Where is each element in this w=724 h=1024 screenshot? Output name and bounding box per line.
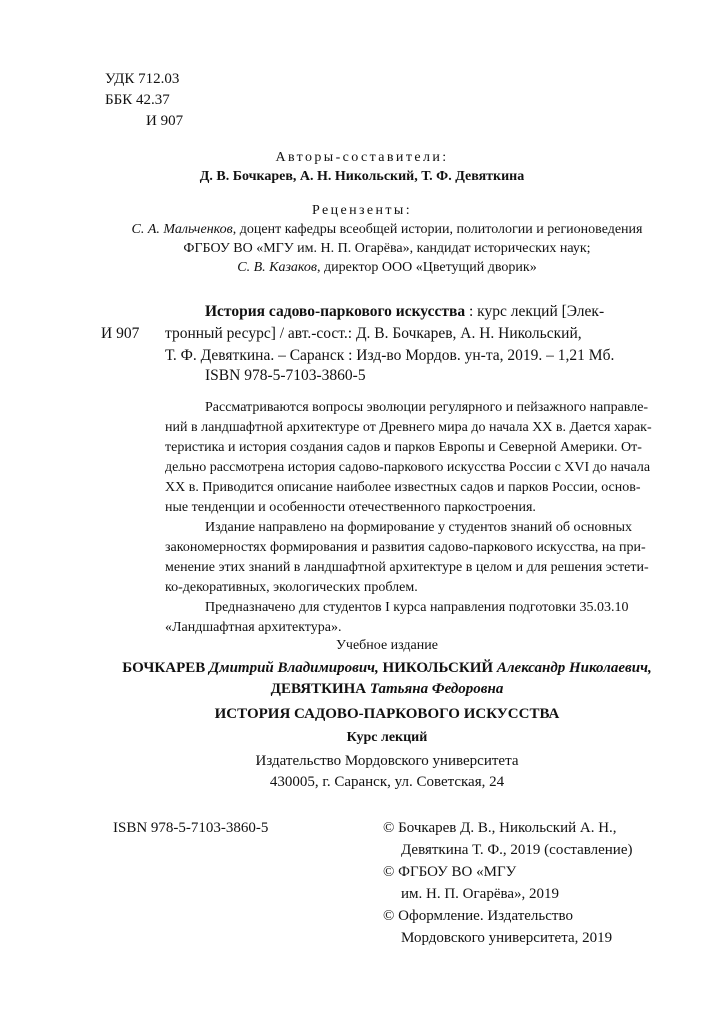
reviewer-1 [0,220,724,240]
udk-line: УДК 712.03 [105,71,180,87]
author-given-names: Татьяна Федоровна [366,681,504,697]
footer-isbn: ISBN 978-5-7103-3860-5 [113,820,269,836]
copyright-authors-line-1: © Бочкарев Д. В., Никольский А. Н., [383,820,617,836]
edition-subtitle: Курс лекций [346,730,428,745]
abstract-line: ний в ландшафтной архитектуре от Древнего мира до начала XX в. Дается харак- [165,420,652,435]
publisher-name: Издательство Мордовского университета [255,753,519,769]
catalog-line-2: тронный ресурс] / авт.-сост.: Д. В. Бочкарев, А. Н. Никольский, [165,325,582,342]
author-surname: НИКОЛЬСКИЙ [382,660,494,676]
authors-names: Д. В. Бочкарев, А. Н. Никольский, Т. Ф. Девяткина [199,169,525,184]
abstract-line: Издание направлено на формирование у студентов знаний об основных [205,520,633,535]
author-surname: БОЧКАРЕВ [122,660,206,676]
abstract-line: «Ландшафтная архитектура». [165,620,342,635]
reviewer-2-name: С. В. Казаков [237,260,318,275]
abstract-line: дельно рассмотрена история садово-паркового искусства России с XVI до начала [165,460,651,475]
publisher-address: 430005, г. Саранск, ул. Советская, 24 [269,774,505,790]
reviewer-2 [0,258,724,278]
catalog-line-1 [205,302,604,322]
reviewer-2-text: , директор ООО «Цветущий дворик» [317,260,537,275]
abstract-line: менение этих знаний в ландшафтной архитектуре в целом и для решения эстети- [165,560,649,575]
author-given-names: Александр Николаевич, [493,660,652,676]
catalog-line-3: Т. Ф. Девяткина. – Саранск : Изд-во Мордов. ун-та, 2019. – 1,21 Мб. [165,347,615,364]
edition-title: ИСТОРИЯ САДОВО-ПАРКОВОГО ИСКУССТВА [214,706,560,722]
catalog-code: И 907 [101,325,140,342]
copyright-design-line-1: © Оформление. Издательство [383,908,573,924]
abstract-line: ко-декоративных, экологических проблем. [165,580,418,595]
copyright-university-line-1: © ФГБОУ ВО «МГУ [383,864,517,880]
bbk-line: ББК 42.37 [105,92,170,108]
author-code: И 907 [146,113,184,129]
reviewers-heading: Рецензенты: [311,203,413,218]
catalog-title: История садово-паркового искусства [205,303,466,320]
authors-heading: Авторы-составители: [275,150,449,165]
edition-authors-line-1 [0,658,724,679]
abstract-line: теристика и история создания садов и парков Европы и Северной Америки. От- [165,440,642,455]
edition-type: Учебное издание [336,638,438,653]
author-surname: ДЕВЯТКИНА [270,681,367,697]
abstract-line: ные тенденции и особенности отечественного паркостроения. [165,500,536,515]
copyright-authors-line-2: Девяткина Т. Ф., 2019 (составление) [401,842,633,858]
abstract-line: XX в. Приводится описание наиболее известных садов и парков России, основ- [165,480,641,495]
abstract-line: Рассматриваются вопросы эволюции регулярного и пейзажного направле- [205,400,649,415]
reviewer-1-name: С. А. Мальченков [131,222,233,237]
abstract-line: закономерностях формирования и развития садово-паркового искусства, на при- [165,540,646,555]
author-given-names: Дмитрий Владимирович, [205,660,383,676]
copyright-university-line-2: им. Н. П. Огарёва», 2019 [401,886,560,902]
reviewer-1-line2: ФГБОУ ВО «МГУ им. Н. П. Огарёва», кандидат исторических наук; [183,241,591,256]
abstract-line: Предназначено для студентов I курса направления подготовки 35.03.10 [205,600,629,615]
copyright-design-line-2: Мордовского университета, 2019 [401,930,613,946]
reviewer-1-text: , доцент кафедры всеобщей истории, политологии и регионоведения [232,222,643,237]
catalog-isbn: ISBN 978-5-7103-3860-5 [205,367,366,384]
catalog-line-1-rest: : курс лекций [Элек- [465,303,605,320]
edition-authors-line-2 [0,679,724,700]
